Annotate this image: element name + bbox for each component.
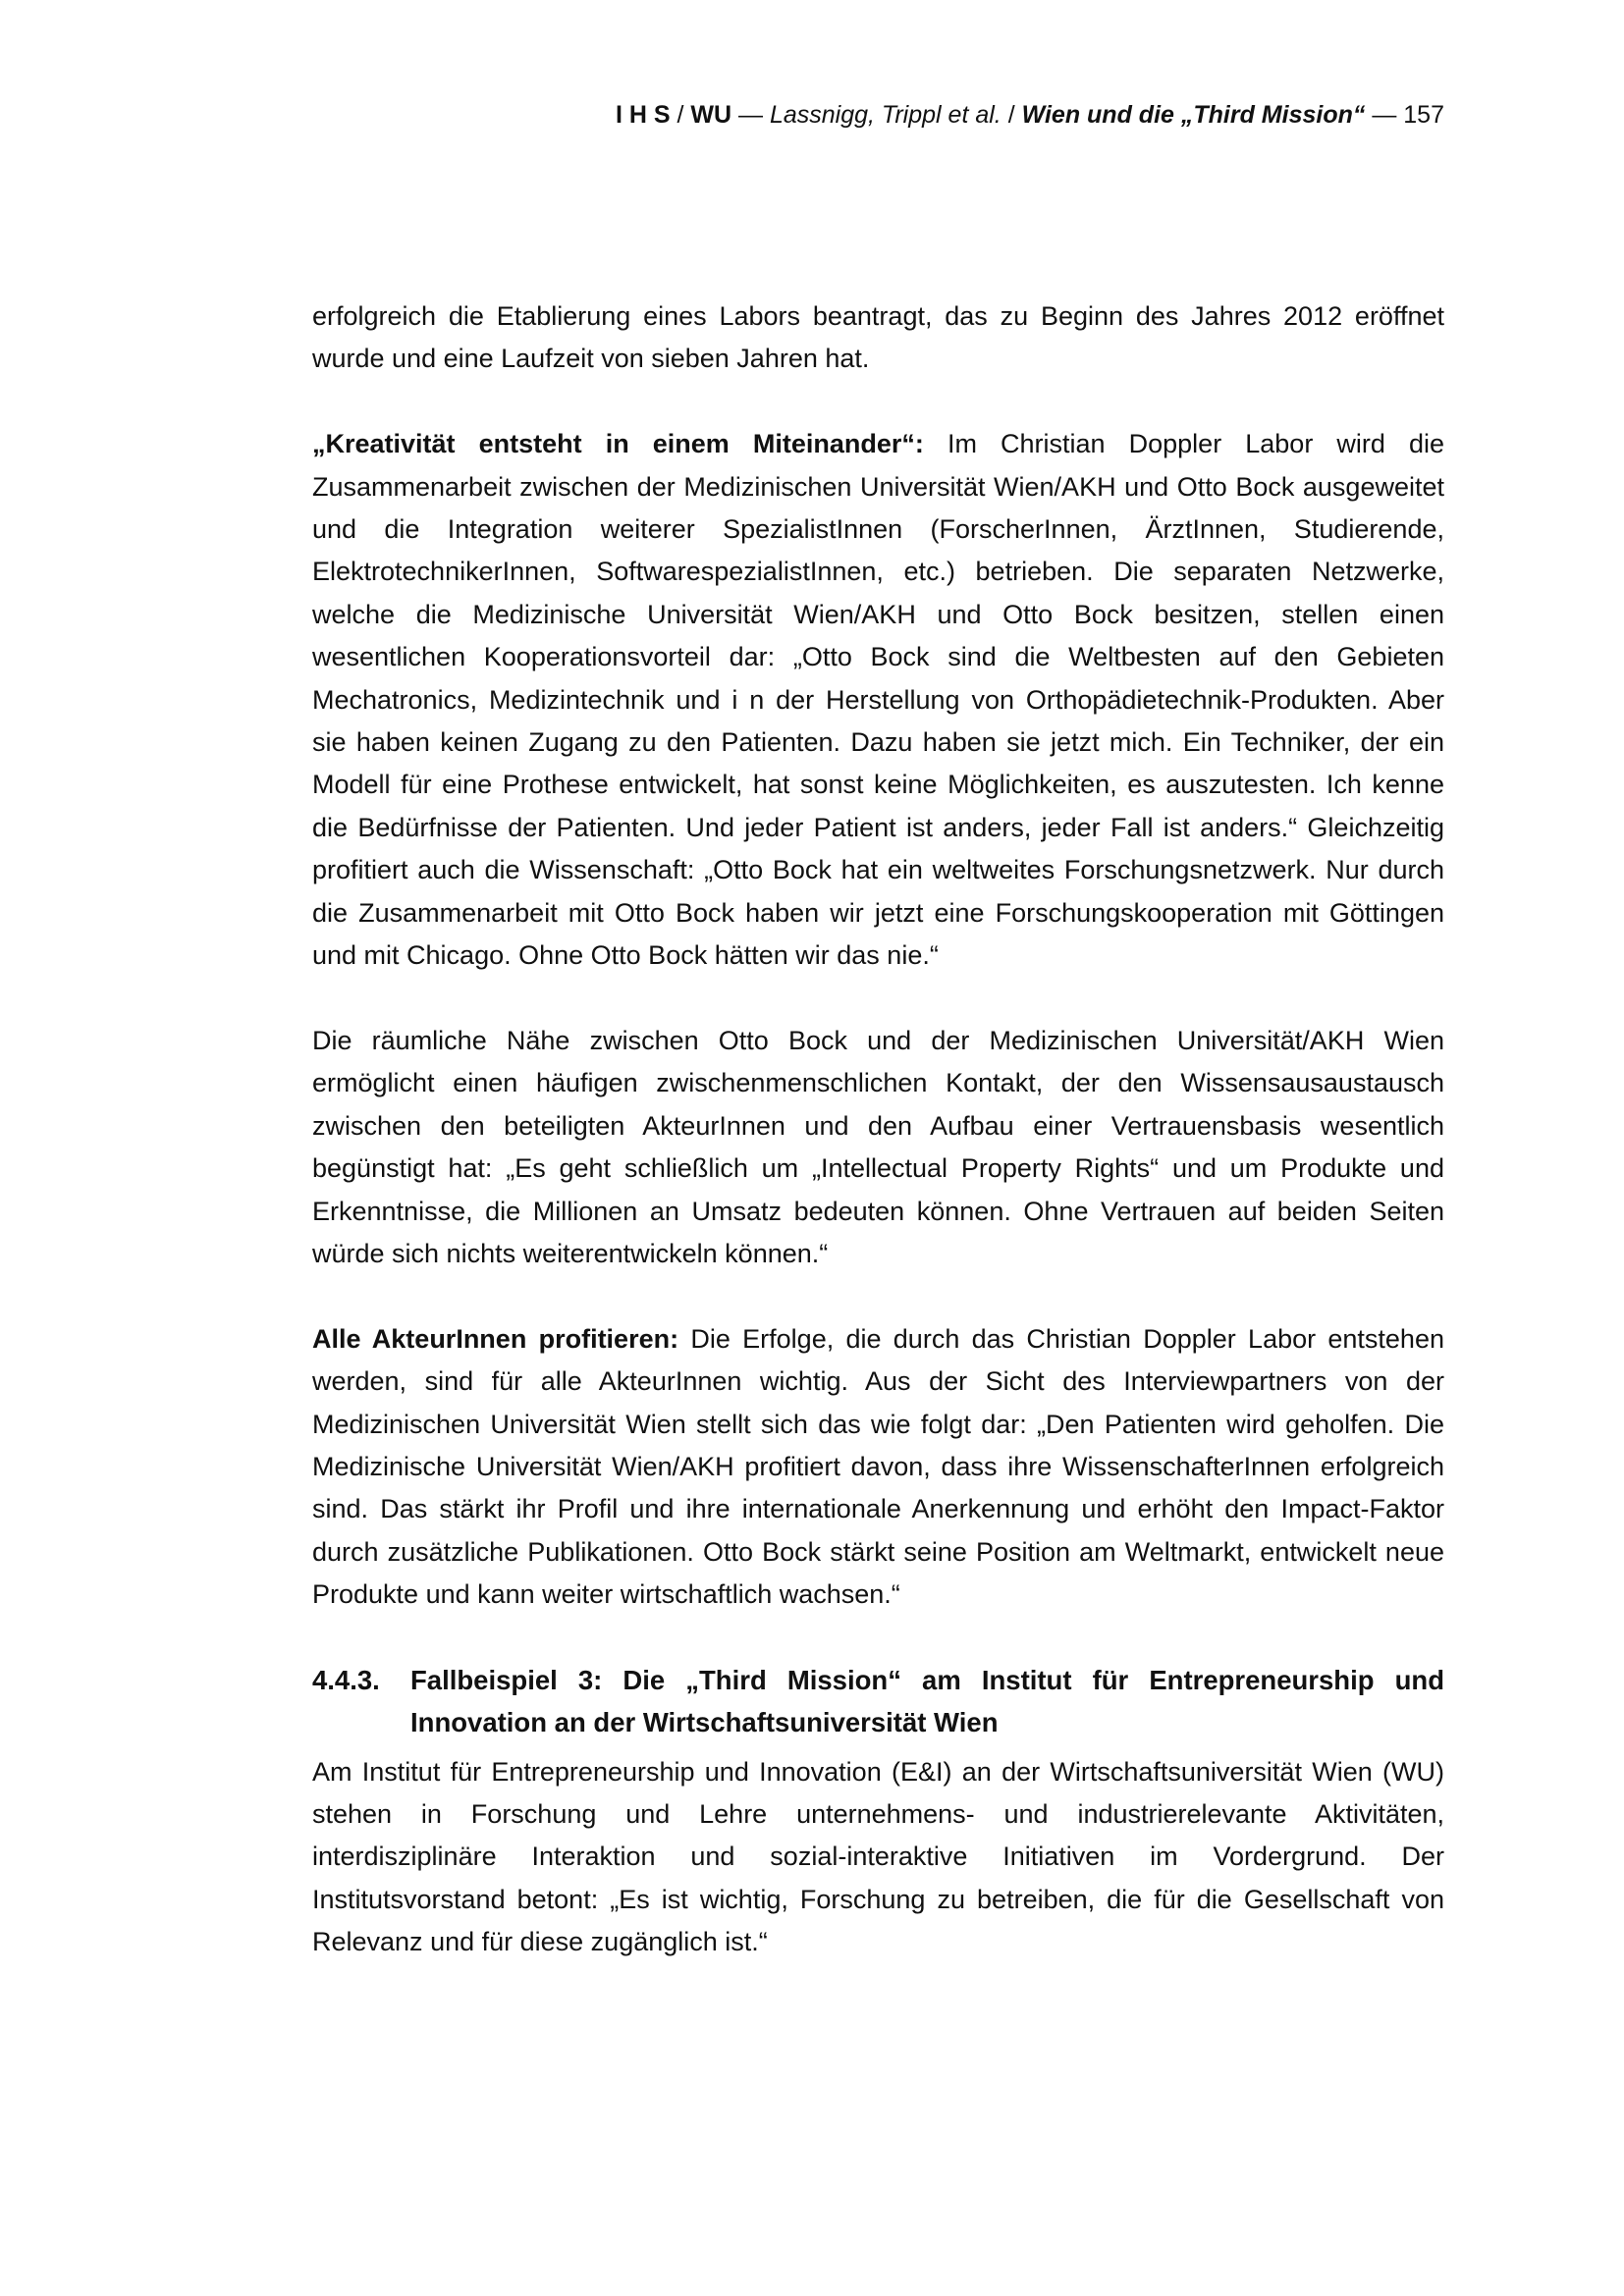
paragraph-4-text: Die Erfolge, die durch das Christian Doppler Labor entstehen werden, sind für alle AkteurInnen wichtig. Aus der Sicht des Interviewpartners von der Medizinischen Universität Wien stellt sich das wie folgt dar: „Den Patienten wird geholfen. Die Medizinische Universität Wien/AKH profitiert davon, dass ihre WissenschafterInnen erfolgreich sind. Das stärkt ihr Profil und ihre internationale Anerkennung und erhöht den Impact-Faktor durch zusätzliche Publikationen. Otto Bock stärkt seine Position am Weltmarkt, entwickelt neue Produkte und kann weiter wirtschaftlich wachsen.“ (312, 1323, 1444, 1610)
paragraph-2-lead: „Kreativität entsteht in einem Miteinander“: (312, 429, 924, 459)
header-dash-2: — (1365, 101, 1404, 129)
paragraph-3: Die räumliche Nähe zwischen Otto Bock und der Medizinischen Universität/AKH Wien ermöglicht einen häufigen zwischenmenschlichen Kontakt, der den Wissensausaustausch zwischen den beteiligten AkteurInnen und den Aufbau einer Vertrauensbasis wesentlich begünstigt hat: „Es geht schließlich um „Intellectual Property Rights“ und um Produkte und Erkenntnisse, die Millionen an Umsatz bedeuten können. Ohne Vertrauen auf beiden Seiten würde sich nichts weiterentwickeln können.“ (312, 1025, 1444, 1268)
paragraph-4 (312, 1318, 1444, 1617)
running-header (0, 98, 1444, 132)
header-authors: Lassnigg, Trippl et al. (769, 101, 1001, 129)
header-org-wu: WU (690, 101, 732, 129)
header-separator-2: / (1001, 101, 1022, 129)
paragraph-5: Am Institut für Entrepreneurship und Innovation (E&I) an der Wirtschaftsuniversität Wien (WU) stehen in Forschung und Lehre unternehmens- und industrierelevante Aktivitäten, interdisziplinäre Interaktion und sozial-interaktive Initiativen im Vordergrund. Der Institutsvorstand betont: „Es ist wichtig, Forschung zu betreiben, die für die Gesellschaft von Relevanz und für diese zugänglich ist.“ (312, 1756, 1444, 1957)
page-number: 157 (1403, 101, 1444, 129)
section-title: Fallbeispiel 3: Die „Third Mission“ am Institut für Entrepreneurship und Innovation an der Wirtschaftsuniversität Wien (410, 1664, 1444, 1737)
paragraph-1: erfolgreich die Etablierung eines Labors beantragt, das zu Beginn des Jahres 2012 eröffnet wurde und eine Laufzeit von sieben Jahren hat. (312, 301, 1444, 374)
section-number: 4.4.3. (312, 1664, 380, 1695)
header-separator: / (670, 101, 691, 129)
header-report-title: Wien und die „Third Mission“ (1021, 101, 1366, 129)
paragraph-2 (312, 423, 1444, 977)
header-org: I H S (615, 101, 671, 129)
header-dash: — (731, 101, 770, 129)
page-body (312, 295, 1444, 1964)
section-heading (312, 1659, 1444, 1743)
paragraph-4-lead: Alle AkteurInnen profitieren: (312, 1323, 679, 1354)
paragraph-2-text: Im Christian Doppler Labor wird die Zusammenarbeit zwischen der Medizinischen Universität Wien/AKH und Otto Bock ausgeweitet und die Integration weiterer SpezialistInnen (ForscherInnen, ÄrztInnen, Studierende, ElektrotechnikerInnen, SoftwarespezialistInnen, etc.) betrieben. Die separaten Netzwerke, welche die Medizinische Universität Wien/AKH und Otto Bock besitzen, stellen einen wesentlichen Kooperationsvorteil dar: „Otto Bock sind die Weltbesten auf den Gebieten Mechatronics, Medizintechnik und i n der Herstellung von Orthopädietechnik-Produkten. Aber sie haben keinen Zugang zu den Patienten. Dazu haben sie jetzt mich. Ein Techniker, der ein Modell für eine Prothese entwickelt, hat sonst keine Möglichkeiten, es auszutesten. Ich kenne die Bedürfnisse der Patienten. Und jeder Patient ist anders, jeder Fall ist anders.“ Gleichzeitig profitiert auch die Wissenschaft: „Otto Bock hat ein weltweites Forschungsnetzwerk. Nur durch die Zusammenarbeit mit Otto Bock haben wir jetzt eine Forschungskooperation mit Göttingen und mit Chicago. Ohne Otto Bock hätten wir das nie.“ (312, 429, 1444, 971)
